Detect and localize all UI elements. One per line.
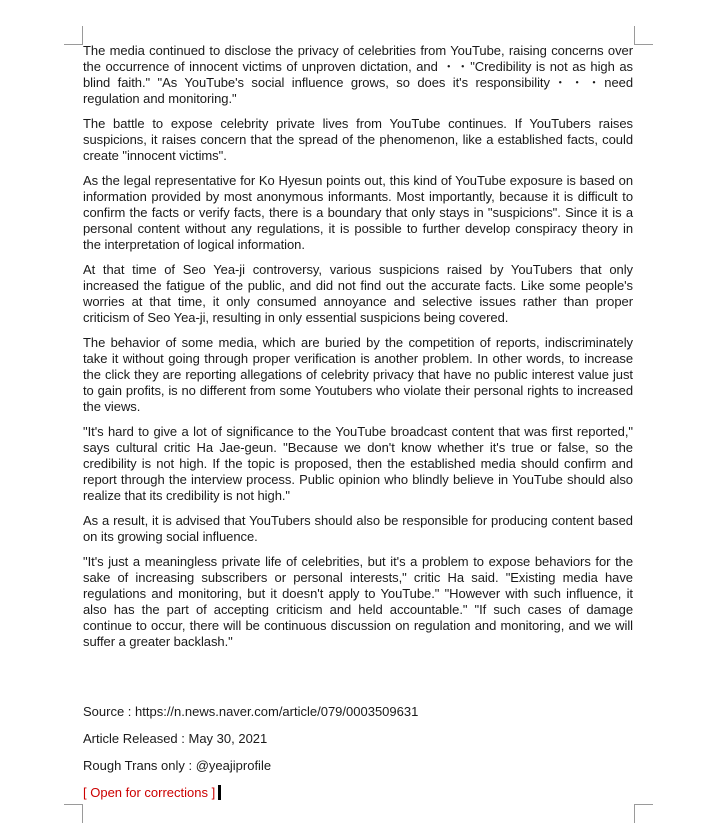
corrections-note-text: [ Open for corrections ] (83, 785, 216, 800)
document-body[interactable] (83, 43, 633, 659)
paragraph: As the legal representative for Ko Hyesun points out, this kind of YouTube exposure is based on information provided by most anonymous informants. Most importantly, because it is difficult to confirm the facts or verify facts, there is a boundary that only stays in "suspicions". Since it is a personal content without any regulations, it is possible to further develop conspiracy theory in the interpretation of logical information. (83, 173, 633, 252)
source-line: Source : https://n.news.naver.com/article/079/0003509631 (83, 704, 419, 719)
paragraph: "It's hard to give a lot of significance to the YouTube broadcast content that was first reported," says cultural critic Ha Jae-geun. "Because we don't know whether it's true or false, so the credibility is not high. If the topic is proposed, then the established media should confirm and report through the interview process. Public opinion who blindly believe in YouTube should also realize that its credibility is not high." (83, 424, 633, 503)
page-corner-mark-bottom-right (634, 804, 653, 823)
text-cursor (218, 785, 221, 800)
paragraph: As a result, it is advised that YouTubers should also be responsible for producing content based on its growing social influence. (83, 513, 633, 544)
translator-credit-line: Rough Trans only : @yeajiprofile (83, 758, 272, 773)
paragraph: The battle to expose celebrity private lives from YouTube continues. If YouTubers raises suspicions, it raises concern that the spread of the phenomenon, like a established facts, could create "innocent victims". (83, 116, 633, 163)
page-corner-mark-top-right (634, 26, 653, 45)
page-corner-mark-top-left (64, 26, 83, 45)
release-date-line: Article Released : May 30, 2021 (83, 731, 268, 746)
paragraph: The media continued to disclose the privacy of celebrities from YouTube, raising concerns over the occurrence of innocent victims of unproven dictation, and ・・"Credibility is not as high as blind faith." "As YouTube's social influence grows, so does it's responsibility・・・need regulation and monitoring." (83, 43, 633, 106)
paragraph: "It's just a meaningless private life of celebrities, but it's a problem to expose behaviors for the sake of increasing subscribers or personal interests," critic Ha said. "Existing media have regulations and monitoring, but it doesn't apply to YouTube." "However with such influence, it also has the part of accepting criticism and held accountable." "If such cases of damage continue to occur, there will be continuous discussion on regulation and monitoring, and we will suffer a greater backlash." (83, 554, 633, 649)
paragraph: At that time of Seo Yea-ji controversy, various suspicions raised by YouTubers that only increased the fatigue of the public, and did not find out the accurate facts. Like some people's worries at that time, it only consumed annoyance and selective issues rather than proper criticism of Seo Yea-ji, resulting in only essential suspicions being covered. (83, 262, 633, 325)
page-corner-mark-bottom-left (64, 804, 83, 823)
corrections-note-line[interactable] (83, 785, 633, 801)
paragraph: The behavior of some media, which are buried by the competition of reports, indiscriminately take it without going through proper verification is another problem. In other words, to increase the click they are reporting allegations of celebrity privacy that have no public interest value just to gain profits, is no different from some Youtubers who violate their personal rights to increased the views. (83, 335, 633, 414)
